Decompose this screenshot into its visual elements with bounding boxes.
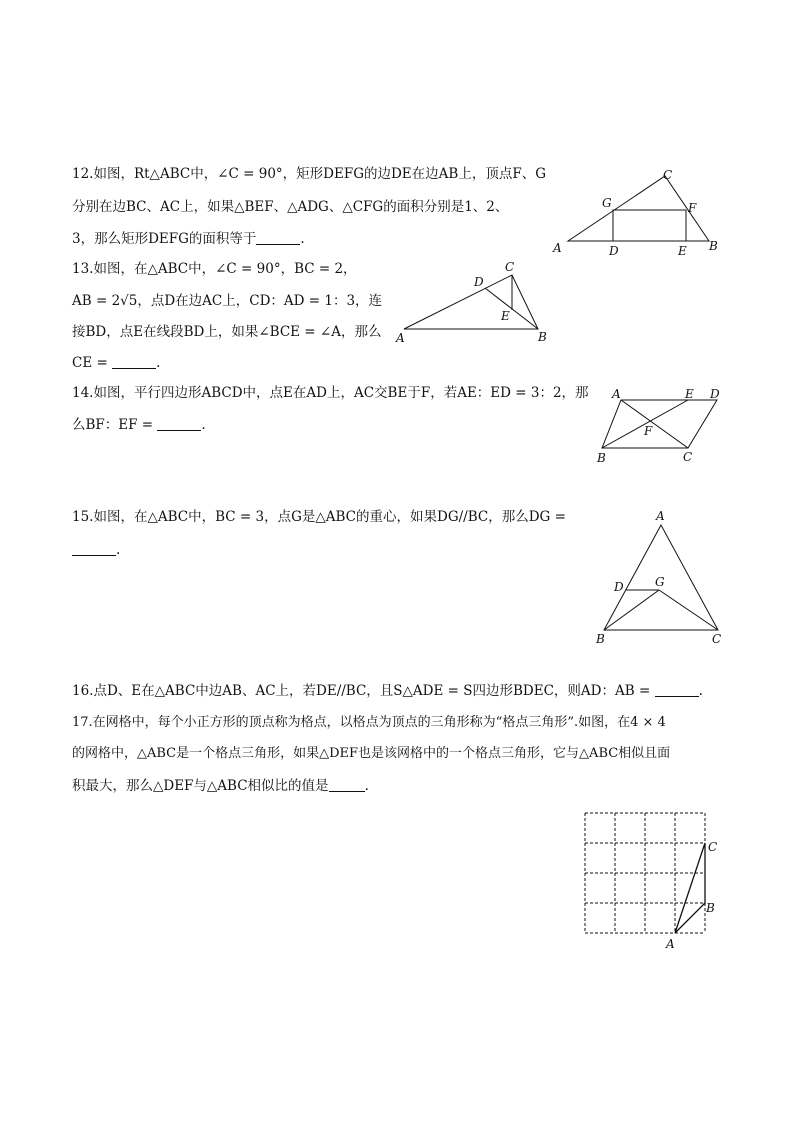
q12-label-F: F bbox=[688, 201, 697, 215]
q15-label-A: A bbox=[656, 509, 665, 523]
q17-label-B: B bbox=[706, 901, 715, 915]
q15-label-C: C bbox=[712, 632, 722, 646]
q12-label-A: A bbox=[553, 241, 562, 255]
q13-line2: AB = 2√5，点D在边AC上，CD：AD = 1：3，连 bbox=[72, 293, 383, 309]
q13-line1: 13.如图，在△ABC中，∠C = 90°，BC = 2， bbox=[72, 261, 357, 277]
q13-line3: 接BD，点E在线段BD上，如果∠BCE = ∠A，那么 bbox=[72, 324, 382, 340]
q12-label-G: G bbox=[602, 196, 612, 210]
q15-label-G: G bbox=[655, 575, 665, 589]
q14-label-D: D bbox=[710, 387, 720, 401]
q17-line3-text: 积最大，那么△DEF与△ABC相似比的值是 bbox=[72, 778, 329, 794]
q14-label-E: E bbox=[685, 387, 694, 401]
q13-label-B: B bbox=[538, 330, 547, 344]
q15-label-D: D bbox=[614, 580, 624, 594]
q16-line1-end: . bbox=[698, 683, 703, 699]
q17-grid bbox=[585, 813, 705, 933]
q12-line3-text: 3，那么矩形DEFG的面积等于 bbox=[72, 231, 257, 247]
q13-line4-text: CE = bbox=[72, 355, 108, 371]
q14-label-C: C bbox=[683, 450, 693, 464]
q17-label-C: C bbox=[708, 840, 718, 854]
q12-line3-end: . bbox=[300, 231, 305, 247]
q17-line2: 的网格中，△ABC是一个格点三角形，如果△DEF也是该网格中的一个格点三角形，它与△ABC相似且面 bbox=[72, 746, 671, 761]
q13-label-A: A bbox=[396, 331, 405, 345]
q13-label-E: E bbox=[501, 309, 510, 323]
q14-label-F: F bbox=[644, 424, 653, 438]
q14-line2-text: 么BF：EF = bbox=[72, 417, 154, 433]
q12-line1: 12.如图，Rt△ABC中，∠C = 90°，矩形DEFG的边DE在边AB上，顶点F、G bbox=[72, 166, 546, 182]
q15-line2-end: . bbox=[116, 542, 121, 558]
q15-label-B: B bbox=[596, 632, 605, 646]
q14-label-B: B bbox=[597, 451, 606, 465]
q14-label-A: A bbox=[612, 387, 621, 401]
q12-label-D: D bbox=[609, 244, 619, 258]
q12-label-B: B bbox=[709, 239, 718, 253]
q12-label-E: E bbox=[678, 244, 687, 258]
q14-line2-end: . bbox=[201, 417, 206, 433]
q15-line1: 15.如图，在△ABC中，BC = 3，点G是△ABC的重心，如果DG//BC，那么DG = bbox=[72, 509, 566, 525]
q13-line4-end: . bbox=[156, 355, 161, 371]
q13-label-D: D bbox=[474, 275, 484, 289]
q12-line2: 分别在边BC、AC上，如果△BEF、△ADG、△CFG的面积分别是1、2、 bbox=[72, 199, 509, 215]
q14-line1: 14.如图，平行四边形ABCD中，点E在AD上，AC交BE于F，若AE：ED = 3：2，那 bbox=[72, 385, 589, 401]
q17-triangle-ABC bbox=[675, 843, 705, 933]
q17-line3-end: . bbox=[364, 778, 369, 794]
q16-line1-text: 16.点D、E在△ABC中边AB、AC上，若DE//BC，且S△ADE = S四边形BDEC，则AD：AB = bbox=[72, 683, 651, 699]
q12-label-C: C bbox=[663, 168, 673, 182]
q13-label-C: C bbox=[505, 260, 515, 274]
q17-line1: 17.在网格中，每个小正方形的顶点称为格点，以格点为顶点的三角形称为“格点三角形”.如图，在4 × 4 bbox=[72, 715, 666, 730]
q17-label-A: A bbox=[666, 937, 675, 951]
